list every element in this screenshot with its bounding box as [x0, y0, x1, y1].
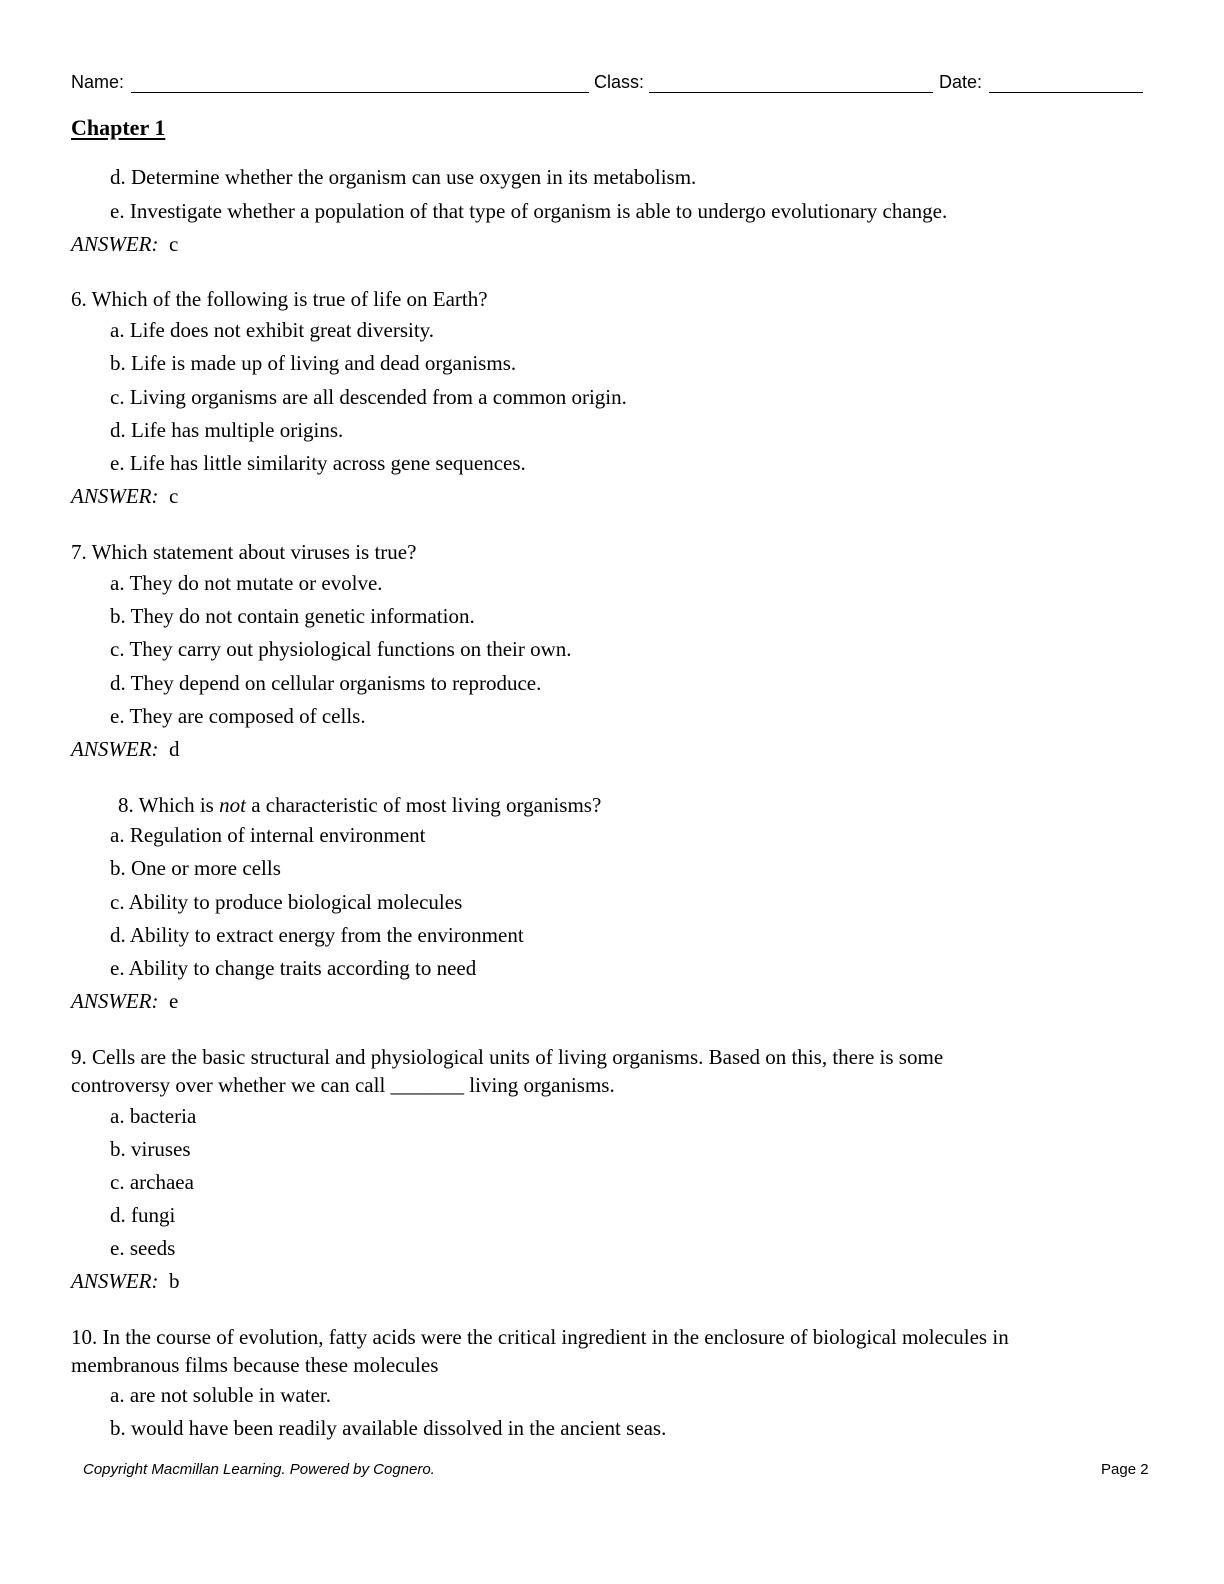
question-stem-part: 8. Which is [118, 793, 220, 817]
answer-value: d [168, 737, 180, 761]
footer-copyright: Copyright Macmillan Learning. Powered by Cognero. [83, 1461, 435, 1478]
option: c. Ability to produce biological molecules [110, 890, 463, 914]
option: d. They depend on cellular organisms to reproduce. [110, 671, 542, 695]
answer-label: ANSWER: [71, 989, 159, 1013]
option: d. Ability to extract energy from the environment [110, 923, 524, 947]
question-stem: 6. Which of the following is true of life on Earth? [71, 287, 488, 311]
option: d. Determine whether the organism can use oxygen in its metabolism. [110, 165, 697, 189]
answer-line [71, 230, 178, 258]
answer-label: ANSWER: [71, 1269, 159, 1293]
answer-value: c [168, 232, 179, 256]
option: a. bacteria [110, 1104, 197, 1128]
answer-line [71, 735, 179, 763]
option: e. Life has little similarity across gene sequences. [110, 451, 526, 475]
question-stem-part: a characteristic of most living organisms? [245, 793, 602, 817]
chapter-title: Chapter 1 [71, 115, 166, 140]
option: e. Investigate whether a population of that type of organism is able to undergo evolutionary change. [110, 199, 948, 223]
question-stem [118, 791, 601, 819]
date-field-line [989, 92, 1143, 93]
option: d. Life has multiple origins. [110, 418, 344, 442]
option: a. Regulation of internal environment [110, 823, 426, 847]
answer-value: b [168, 1269, 180, 1293]
question-stem: 10. In the course of evolution, fatty acids were the critical ingredient in the enclosure of biological molecules in [71, 1325, 1009, 1349]
question-stem-continued: controversy over whether we can call _______ living organisms. [71, 1073, 615, 1097]
option: e. They are composed of cells. [110, 704, 366, 728]
question-stem: 9. Cells are the basic structural and physiological units of living organisms. Based on this, there is some [71, 1045, 944, 1069]
page-header [71, 70, 1143, 96]
option: c. Living organisms are all descended from a common origin. [110, 385, 627, 409]
option: b. One or more cells [110, 856, 281, 880]
option: a. are not soluble in water. [110, 1383, 332, 1407]
answer-label: ANSWER: [71, 484, 159, 508]
option: a. Life does not exhibit great diversity. [110, 318, 435, 342]
option: b. viruses [110, 1137, 191, 1161]
option: b. would have been readily available dissolved in the ancient seas. [110, 1416, 667, 1440]
question-stem: 7. Which statement about viruses is true? [71, 540, 417, 564]
option: c. archaea [110, 1170, 194, 1194]
option: b. Life is made up of living and dead organisms. [110, 351, 517, 375]
class-field-line [649, 92, 933, 93]
answer-line [71, 1267, 179, 1295]
option: e. seeds [110, 1236, 176, 1260]
answer-value: c [168, 484, 179, 508]
option: d. fungi [110, 1203, 176, 1227]
answer-label: ANSWER: [71, 232, 159, 256]
class-label: Class: [594, 72, 645, 92]
name-field-line [131, 92, 589, 93]
answer-label: ANSWER: [71, 737, 159, 761]
option: a. They do not mutate or evolve. [110, 571, 383, 595]
answer-line [71, 482, 178, 510]
name-label: Name: [71, 72, 125, 92]
question-stem-continued: membranous films because these molecules [71, 1353, 439, 1377]
question-stem-emphasis: not [219, 793, 246, 817]
option: c. They carry out physiological functions on their own. [110, 637, 572, 661]
option: e. Ability to change traits according to need [110, 956, 477, 980]
answer-value: e [168, 989, 179, 1013]
page-number: Page 2 [1101, 1461, 1149, 1478]
date-label: Date: [939, 72, 983, 92]
option: b. They do not contain genetic information. [110, 604, 475, 628]
answer-line [71, 987, 178, 1015]
